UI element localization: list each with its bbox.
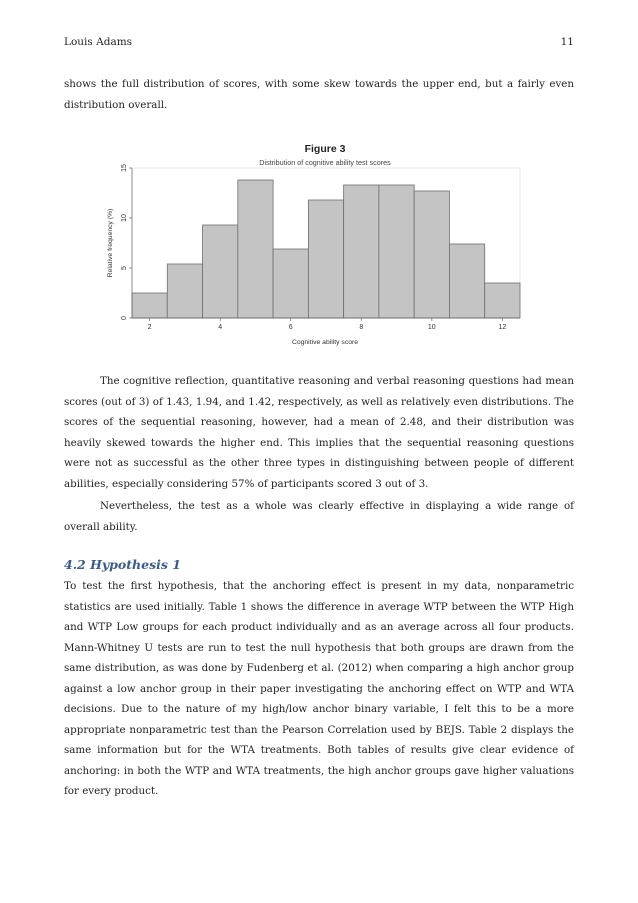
chart-title: Distribution of cognitive ability test scores [259, 158, 391, 167]
y-axis-label: Relative frequency (%) [107, 208, 114, 278]
y-tick-label: 0 [121, 316, 128, 320]
histogram-bar [379, 185, 414, 318]
histogram-bar [273, 249, 308, 318]
x-tick-label: 2 [147, 324, 152, 331]
header-author: Louis Adams [64, 36, 133, 48]
histogram-bar [203, 225, 238, 318]
y-tick-label: 15 [121, 164, 128, 172]
x-tick-label: 12 [498, 324, 507, 331]
x-tick-label: 4 [218, 324, 223, 331]
x-tick-label: 6 [288, 324, 293, 331]
histogram-chart [100, 138, 530, 350]
x-tick-label: 10 [427, 324, 436, 331]
histogram-bar [449, 244, 484, 318]
section-heading: 4.2 Hypothesis 1 [64, 557, 181, 572]
intro-paragraph: shows the full distribution of scores, with some skew towards the upper end, but a fairly even distribution overall. [64, 78, 574, 111]
paragraph-hypothesis-1: To test the first hypothesis, that the anchoring effect is present in my data, nonparametric statistics are used initially. Table 1 shows the difference in average WTP between the WTP High and WTP Low groups for each product individually and as an average across all four products. Mann-Whitney U tests are run to test the null hypothesis that both groups are drawn from the same distribution, as was done by Fudenberg et al. (2012) when comparing a high anchor group against a low anchor group in their paper investigating the anchoring effect on WTP and WTA decisions. Due to the nature of my high/low anchor binary variable, I felt this to be a more appropriate nonparametric test than the Pearson Correlation used by BEJS. Table 2 displays the same information but for the WTA treatments. Both tables of results give clear evidence of anchoring: in both the WTP and WTA treatments, the high anchor groups gave higher valuations for every product. [64, 580, 574, 797]
figure-label: Figure 3 [304, 143, 346, 155]
x-tick-label: 8 [359, 324, 364, 331]
histogram-bar [344, 185, 379, 318]
y-tick-label: 5 [121, 266, 128, 270]
paragraph-cognitive-reflection: The cognitive reflection, quantitative reasoning and verbal reasoning questions had mean scores (out of 3) of 1.43, 1.94, and 1.42, respectively, as well as relatively even distributions. The scores of the sequential reasoning, however, had a mean of 2.48, and their distribution was heavily skewed towards the higher end. This implies that the sequential reasoning questions were not as successful as the other three types in distinguishing between people of different abilities, especially considering 57% of participants scored 3 out of 3. [64, 375, 574, 490]
histogram-bar [167, 264, 202, 318]
y-tick-label: 10 [121, 214, 128, 222]
histogram-bar [238, 180, 273, 318]
paragraph-nevertheless: Nevertheless, the test as a whole was clearly effective in displaying a wide range of overall ability. [64, 500, 574, 533]
figure-3 [100, 138, 530, 350]
histogram-bar [414, 191, 449, 318]
histogram-bar [132, 293, 167, 318]
histogram-bar [485, 283, 520, 318]
x-axis-label: Cognitive ability score [291, 339, 359, 346]
histogram-bar [308, 200, 343, 318]
header-page-number: 11 [560, 36, 574, 48]
